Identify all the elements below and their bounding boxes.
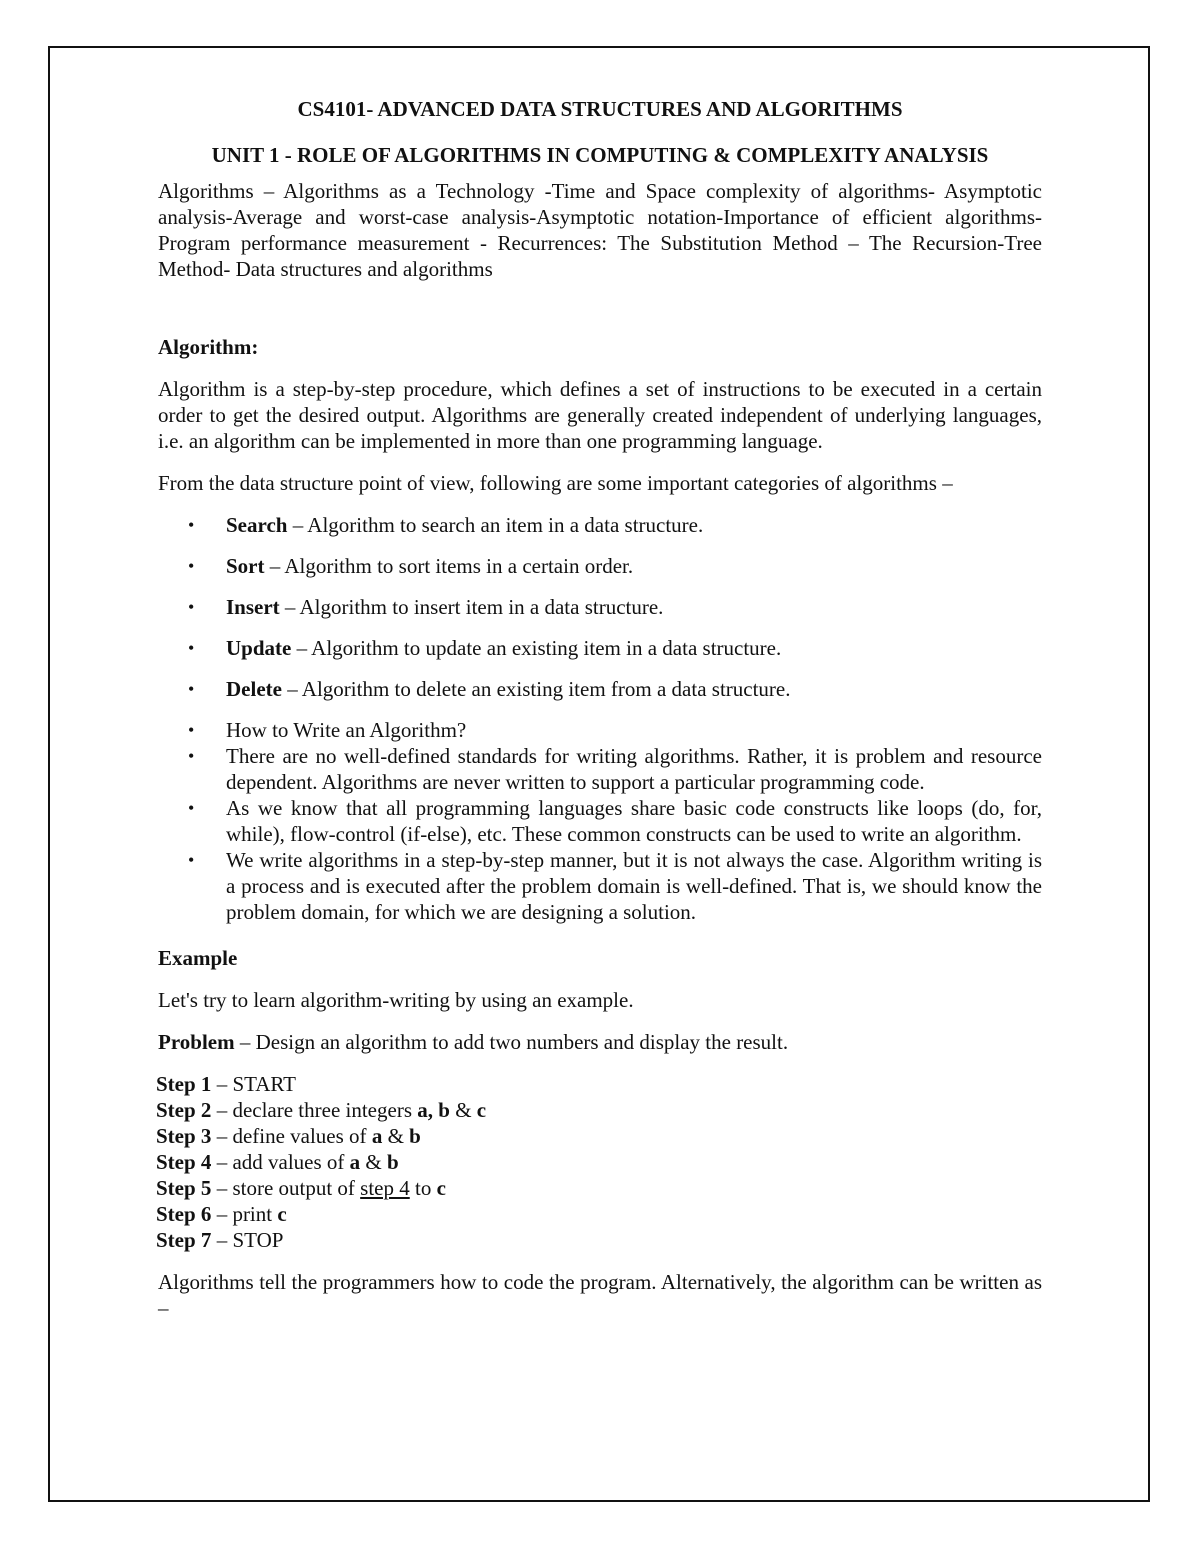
bullet-icon: • (188, 597, 195, 617)
bullet-icon: • (188, 556, 195, 576)
list-item: • Insert – Algorithm to insert item in a data structure. (188, 595, 664, 619)
step-4-reference: step 4 (360, 1176, 410, 1200)
algorithm-steps (156, 1071, 1042, 1253)
bullet-icon: • (188, 746, 195, 766)
document-title: CS4101- ADVANCED DATA STRUCTURES AND ALGORITHMS (297, 97, 903, 121)
example-intro: Let's try to learn algorithm-writing by using an example. (158, 988, 634, 1012)
step-6: Step 6 – print c (156, 1202, 287, 1226)
list-item: • Search – Algorithm to search an item in a data structure. (188, 513, 704, 537)
step-4: Step 4 – add values of a & b (156, 1150, 399, 1174)
bullet-icon: • (188, 798, 195, 818)
document-body (158, 96, 1042, 1321)
closing-paragraph: Algorithms tell the programmers how to code the program. Alternatively, the algorithm can be written as – (158, 1270, 1042, 1320)
step-1: Step 1 – START (156, 1072, 297, 1096)
bullet-icon: • (188, 720, 195, 740)
bullet-icon: • (188, 679, 195, 699)
list-item: • Update – Algorithm to update an existing item in a data structure. (188, 636, 782, 660)
list-item: • Delete – Algorithm to delete an existing item from a data structure. (188, 677, 791, 701)
categories-intro: From the data structure point of view, following are some important categories of algorithms – (158, 471, 953, 495)
list-item: • There are no well-defined standards for writing algorithms. Rather, it is problem and resource dependent. Algorithms are never written to support a particular programming code. (188, 744, 1042, 794)
unit-title: UNIT 1 - ROLE OF ALGORITHMS IN COMPUTING & COMPLEXITY ANALYSIS (211, 143, 989, 167)
step-5: Step 5 – store output of step 4 to c (156, 1176, 446, 1200)
example-heading: Example (158, 946, 238, 970)
step-2: Step 2 – declare three integers a, b & c (156, 1098, 487, 1122)
list-item: • We write algorithms in a step-by-step manner, but it is not always the case. Algorithm writing is a process and is executed after the problem domain is well-defined. That is, we should know the problem domain, for which we are designing a solution. (188, 848, 1042, 924)
writing-points-list (158, 717, 1042, 925)
list-item: • How to Write an Algorithm? (188, 718, 467, 742)
bullet-icon: • (188, 515, 195, 535)
syllabus-paragraph: Algorithms – Algorithms as a Technology -Time and Space complexity of algorithms- Asymptotic analysis-Average and worst-case analysis-Asymptotic notation-Importance of efficient algorithms- Program performance measurement - Recurrences: The Substitution Method – The Recursion-Tree Method- Data structures and algorithms (158, 179, 1042, 281)
algorithm-heading: Algorithm: (158, 335, 259, 359)
step-3: Step 3 – define values of a & b (156, 1124, 421, 1148)
bullet-icon: • (188, 850, 195, 870)
list-item: • As we know that all programming languages share basic code constructs like loops (do, for, while), flow-control (if-else), etc. These common constructs can be used to write an algorithm. (188, 796, 1042, 846)
step-7: Step 7 – STOP (156, 1228, 284, 1252)
categories-list (158, 512, 1042, 702)
list-item: • Sort – Algorithm to sort items in a certain order. (188, 554, 634, 578)
bullet-icon: • (188, 638, 195, 658)
algorithm-definition: Algorithm is a step-by-step procedure, which defines a set of instructions to be executed in a certain order to get the desired output. Algorithms are generally created independent of underlying languages, i.e. an algorithm can be implemented in more than one programming language. (158, 377, 1042, 453)
problem-statement: Problem – Design an algorithm to add two numbers and display the result. (158, 1030, 789, 1054)
